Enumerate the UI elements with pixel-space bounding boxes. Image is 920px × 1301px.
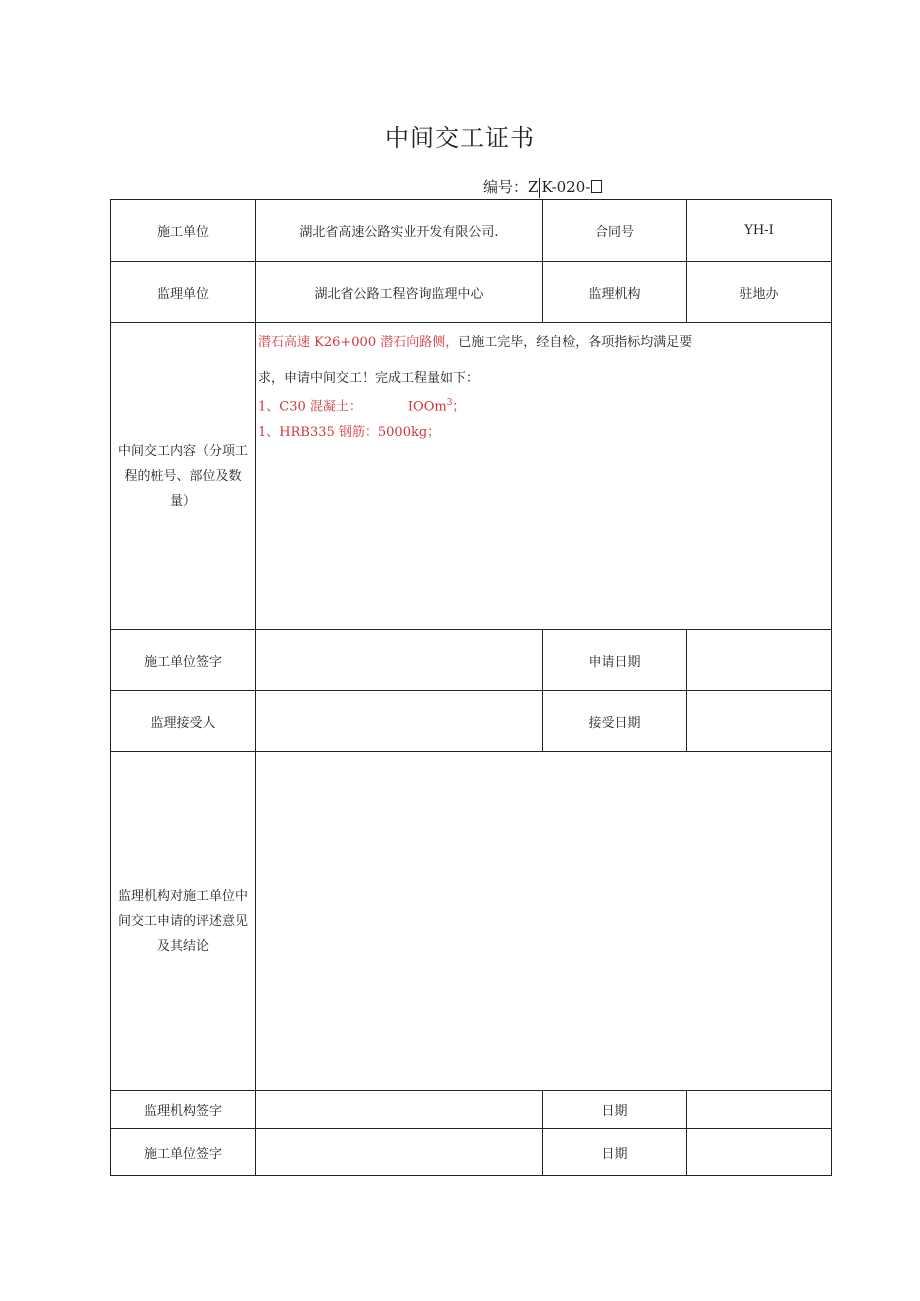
document-number bbox=[483, 176, 602, 198]
document-number-label: 编号： bbox=[483, 178, 529, 196]
content-status: 已施工完毕，经自检，各项指标均满足要 bbox=[458, 335, 693, 350]
supervisor-receiver-field[interactable] bbox=[256, 691, 543, 752]
table-row bbox=[111, 262, 832, 323]
content-line-2: 求，申请中间交工！完成工程量如下： bbox=[258, 371, 480, 386]
content-item-1-suffix: ； bbox=[452, 399, 466, 415]
receive-date-field[interactable] bbox=[687, 691, 832, 752]
document-title: 中间交工证书 bbox=[385, 124, 535, 152]
supervisor-org-label: 监理机构 bbox=[543, 262, 687, 323]
content-item-1 bbox=[258, 391, 827, 415]
receive-date-label: 接受日期 bbox=[543, 691, 687, 752]
content-line-1 bbox=[258, 331, 827, 355]
content-item-2: 1、HRB335 钢筋：5000kg； bbox=[258, 425, 441, 440]
content-label: 中间交工内容（分项工程的桩号、部位及数量） bbox=[111, 323, 256, 630]
content-item-1-value: IOOm bbox=[407, 399, 447, 415]
contractor-sign-label: 施工单位签字 bbox=[111, 630, 256, 691]
table-row bbox=[111, 752, 832, 1091]
review-label: 监理机构对施工单位中间交工申请的评述意见及其结论 bbox=[111, 752, 256, 1091]
checkbox-placeholder-icon bbox=[591, 180, 602, 193]
date-field-1[interactable] bbox=[687, 1091, 832, 1129]
content-item-1-unit-exp: 3 bbox=[446, 398, 453, 408]
review-field[interactable] bbox=[256, 752, 832, 1091]
content-field[interactable] bbox=[256, 323, 832, 630]
table-row bbox=[111, 1129, 832, 1176]
supervisor-label: 监理单位 bbox=[111, 262, 256, 323]
contractor-sign-field[interactable] bbox=[256, 630, 543, 691]
supervisor-receiver-label: 监理接受人 bbox=[111, 691, 256, 752]
table-row bbox=[111, 691, 832, 752]
table-row bbox=[111, 323, 832, 630]
contractor-value[interactable]: 湖北省高速公路实业开发有限公司. bbox=[256, 200, 543, 262]
contractor-label: 施工单位 bbox=[111, 200, 256, 262]
date-label-2: 日期 bbox=[543, 1129, 687, 1176]
contractor-sign-field-2[interactable] bbox=[256, 1129, 543, 1176]
supervisor-org-sign-label: 监理机构签字 bbox=[111, 1091, 256, 1129]
contract-no-value[interactable]: YH-I bbox=[687, 200, 832, 262]
date-field-2[interactable] bbox=[687, 1129, 832, 1176]
contractor-sign-label-2: 施工单位签字 bbox=[111, 1129, 256, 1176]
document-number-value: K-020- bbox=[541, 178, 591, 196]
date-label-1: 日期 bbox=[543, 1091, 687, 1129]
document-number-prefix: Z bbox=[528, 178, 539, 196]
supervisor-value[interactable]: 湖北省公路工程咨询监理中心 bbox=[256, 262, 543, 323]
content-item-1-label: 1、C30 混凝土： bbox=[258, 399, 362, 415]
contract-no-label: 合同号 bbox=[543, 200, 687, 262]
table-row bbox=[111, 1091, 832, 1129]
apply-date-field[interactable] bbox=[687, 630, 832, 691]
content-location: 潜石高速 K26+000 潜石向路侧， bbox=[258, 335, 459, 350]
table-row bbox=[111, 630, 832, 691]
table-row bbox=[111, 200, 832, 262]
supervisor-org-sign-field[interactable] bbox=[256, 1091, 543, 1129]
certificate-table bbox=[110, 199, 832, 1176]
apply-date-label: 申请日期 bbox=[543, 630, 687, 691]
supervisor-org-value[interactable]: 驻地办 bbox=[687, 262, 832, 323]
